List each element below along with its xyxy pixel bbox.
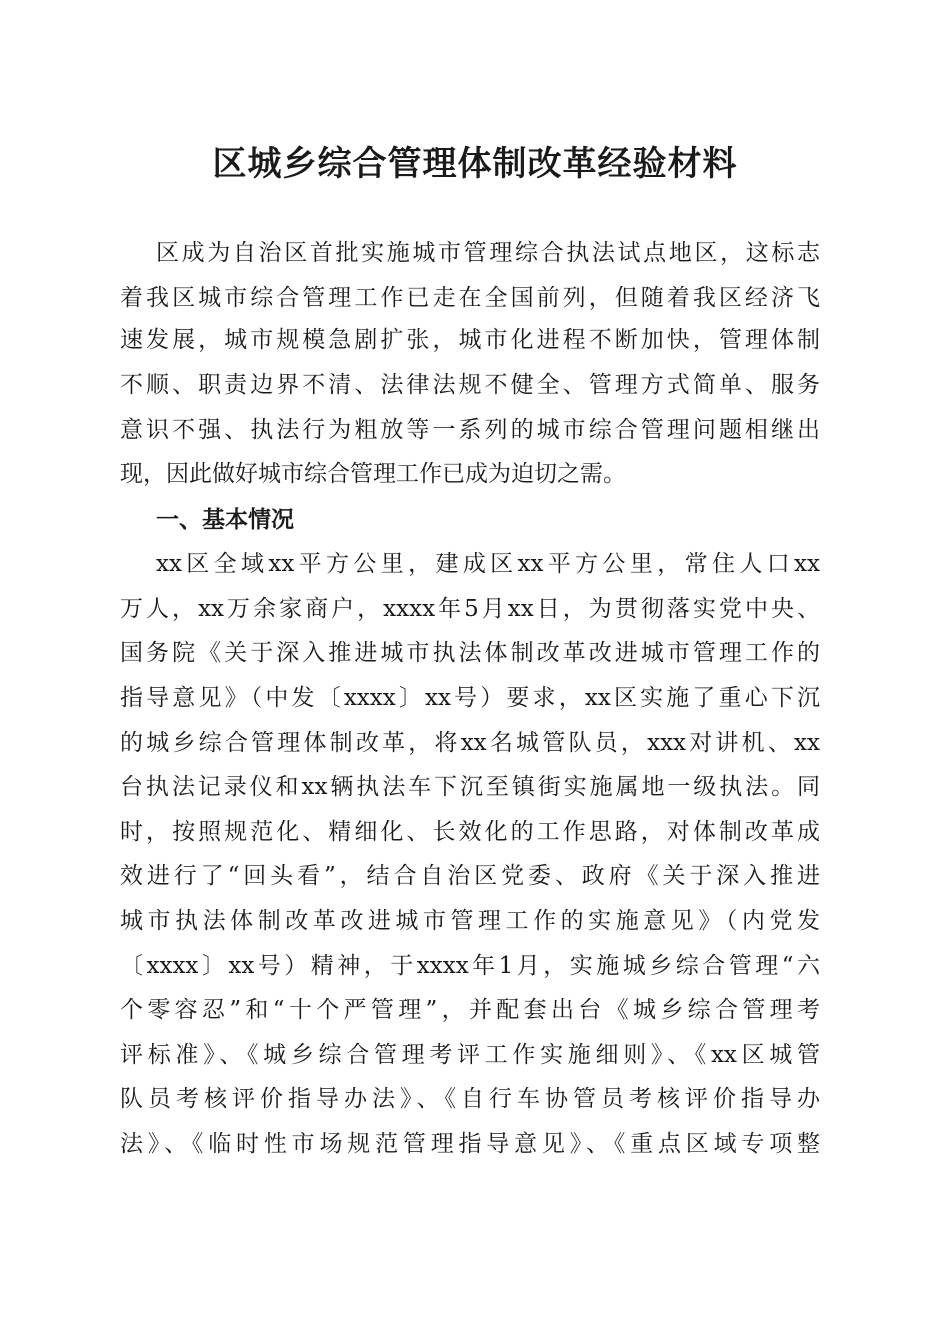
paragraph-line: 指导意见》（中发〔xxxx〕xx号）要求，xx区实施了重心下沉 — [120, 685, 820, 711]
section-heading: 一、基本情况 — [156, 507, 294, 533]
paragraph-line: 法》、《临时性市场规范管理指导意见》、《重点区域专项整 — [120, 1131, 820, 1157]
paragraph-line: 现，因此做好城市综合管理工作已成为迫切之需。 — [120, 461, 626, 487]
paragraph-line: 台执法记录仪和xx辆执法车下沉至镇街实施属地一级执法。同 — [120, 774, 820, 800]
paragraph-line: 城市执法体制改革改进城市管理工作的实施意见》（内党发 — [120, 908, 820, 934]
paragraph-line: 时，按照规范化、精细化、长效化的工作思路，对体制改革成 — [120, 819, 820, 845]
paragraph-line: 不顺、职责边界不清、法律法规不健全、管理方式简单、服务 — [120, 372, 820, 398]
paragraph-line: 〔xxxx〕xx号）精神，于xxxx年1月，实施城乡综合管理“六 — [120, 953, 820, 979]
paragraph-line: 区成为自治区首批实施城市管理综合执法试点地区，这标志 — [156, 240, 820, 266]
paragraph-line: 个零容忍”和“十个严管理”，并配套出台《城乡综合管理考 — [120, 997, 820, 1023]
paragraph-line: 速发展，城市规模急剧扩张，城市化进程不断加快，管理体制 — [120, 327, 820, 353]
paragraph-line: 着我区城市综合管理工作已走在全国前列，但随着我区经济飞 — [120, 285, 820, 311]
paragraph-line: 的城乡综合管理体制改革，将xx名城管队员，xxx对讲机、xx — [120, 730, 820, 756]
paragraph-line: xx区全域xx平方公里，建成区xx平方公里，常住人口xx — [156, 551, 820, 577]
paragraph-line: 评标准》、《城乡综合管理考评工作实施细则》、《xx区城管 — [120, 1042, 820, 1068]
paragraph-line: 万人，xx万余家商户，xxxx年5月xx日，为贯彻落实党中央、 — [120, 596, 820, 622]
paragraph-line: 效进行了“回头看”，结合自治区党委、政府《关于深入推进 — [120, 863, 820, 889]
paragraph-line: 队员考核评价指导办法》、《自行车协管员考核评价指导办 — [120, 1086, 820, 1112]
document-title: 区城乡综合管理体制改革经验材料 — [212, 144, 738, 184]
paragraph-line: 国务院《关于深入推进城市执法体制改革改进城市管理工作的 — [120, 640, 820, 666]
paragraph-line: 意识不强、执法行为粗放等一系列的城市综合管理问题相继出 — [120, 417, 820, 443]
